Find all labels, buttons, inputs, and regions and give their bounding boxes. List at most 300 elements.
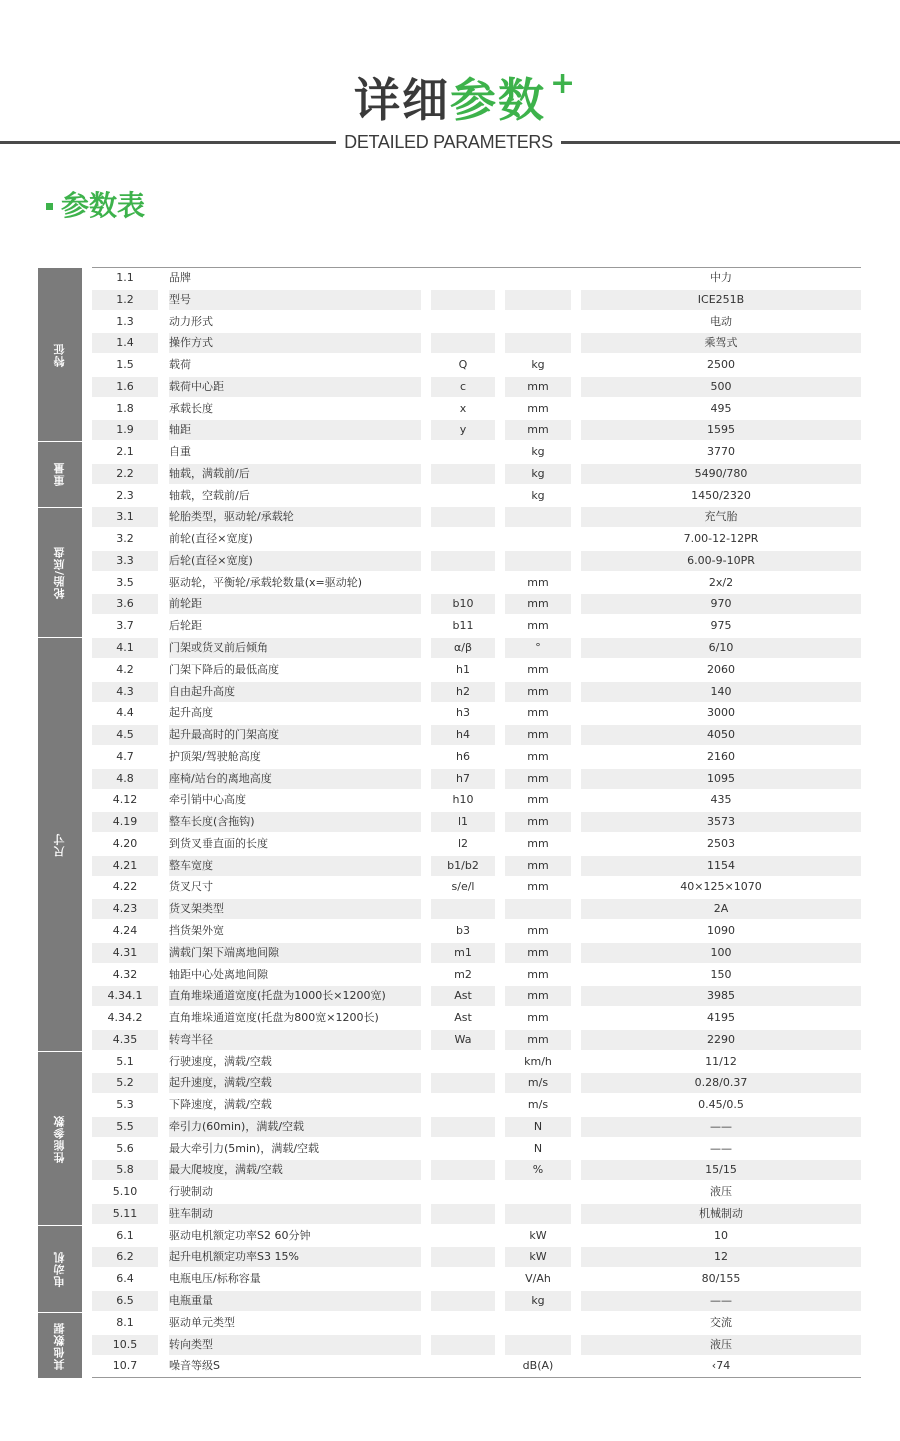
row-unit: mm: [527, 836, 549, 850]
row-name: 动力形式: [169, 314, 213, 328]
row-unit: mm: [527, 575, 549, 589]
row-name: 后轮距: [169, 619, 202, 633]
row-name: 载荷: [169, 358, 191, 372]
row-unit: mm: [527, 662, 549, 676]
row-number: 6.2: [116, 1250, 134, 1264]
row-number: 3.1: [116, 510, 134, 524]
table-row: [92, 1335, 861, 1357]
row-symbol: h6: [456, 749, 470, 763]
table-row: [92, 594, 861, 616]
row-name: 最大爬坡度，满载/空载: [169, 1163, 283, 1177]
row-value: 3573: [707, 815, 735, 829]
row-symbol: y: [459, 423, 467, 437]
row-unit: mm: [527, 1011, 549, 1025]
row-name: 牵引力(60min)，满载/空载: [169, 1119, 305, 1133]
row-unit: [505, 312, 571, 332]
row-symbol: [431, 1160, 495, 1180]
table-row: [92, 747, 861, 769]
row-unit: kg: [531, 488, 545, 502]
row-name: 挡货架外宽: [169, 923, 224, 937]
row-number: 5.11: [112, 1206, 138, 1220]
row-value: 12: [714, 1250, 728, 1264]
table-row: [92, 1052, 861, 1074]
row-name: 轴距: [169, 423, 191, 437]
square-bullet-icon: [46, 203, 53, 210]
row-value: 11/12: [705, 1054, 737, 1068]
row-value: 2160: [707, 749, 735, 763]
row-number: 4.31: [112, 945, 138, 959]
row-value: 495: [710, 401, 732, 415]
row-name: 门架下降后的最低高度: [169, 662, 279, 676]
table-row: [92, 333, 861, 355]
row-value: 2x/2: [708, 575, 734, 589]
row-number: 5.5: [116, 1119, 134, 1133]
row-name: 起升电机额定功率S3 15%: [169, 1250, 299, 1264]
row-symbol: [431, 1226, 495, 1246]
category-block: [38, 638, 82, 1052]
category-block: [38, 1226, 82, 1313]
row-unit: [505, 551, 571, 571]
row-value: 2060: [707, 662, 735, 676]
row-symbol: [431, 1291, 495, 1311]
row-unit: mm: [527, 749, 549, 763]
table-row: [92, 1204, 861, 1226]
table-row: [92, 573, 861, 595]
row-number: 10.5: [112, 1337, 138, 1351]
row-name: 起升速度，满载/空载: [169, 1076, 272, 1090]
row-value: 6/10: [708, 641, 734, 655]
table-row: [92, 1160, 861, 1182]
row-symbol: [431, 1335, 495, 1355]
row-symbol: Ast: [454, 1011, 472, 1025]
row-symbol: [431, 1313, 495, 1333]
row-number: 1.6: [116, 379, 134, 393]
row-name: 自重: [169, 445, 191, 459]
row-name: 起升最高时的门架高度: [169, 728, 279, 742]
row-name: 轴载，满载前/后: [169, 466, 250, 480]
table-row: [92, 1269, 861, 1291]
row-unit: %: [532, 1163, 544, 1177]
row-unit: m/s: [527, 1098, 549, 1112]
row-number: 2.1: [116, 445, 134, 459]
category-label: 性能参数: [53, 1114, 66, 1163]
row-value: 1090: [707, 923, 735, 937]
plus-icon: +: [550, 66, 576, 101]
category-block: [38, 1052, 82, 1226]
row-name: 满载门架下端离地间隙: [169, 945, 279, 959]
row-number: 1.5: [116, 358, 134, 372]
row-symbol: h7: [456, 771, 470, 785]
table-row: [92, 377, 861, 399]
row-name: 到货叉垂直面的长度: [169, 836, 268, 850]
row-symbol: h1: [456, 662, 470, 676]
row-number: 4.8: [116, 771, 134, 785]
row-number: 5.3: [116, 1098, 134, 1112]
table-row: [92, 790, 861, 812]
table-row: [92, 1182, 861, 1204]
row-name: 操作方式: [169, 336, 213, 350]
row-symbol: s/e/l: [451, 880, 475, 894]
category-label: 尺寸: [53, 832, 66, 857]
row-value: 3770: [707, 445, 735, 459]
row-number: 4.4: [116, 706, 134, 720]
row-number: 1.2: [116, 292, 134, 306]
row-value: 2500: [707, 358, 735, 372]
row-symbol: [431, 312, 495, 332]
category-label: 重量: [53, 462, 66, 487]
row-symbol: [431, 1247, 495, 1267]
row-name: 前轮距: [169, 597, 202, 611]
row-name: 行驶制动: [169, 1185, 213, 1199]
table-row: [92, 1095, 861, 1117]
title-green-part: 参数: [450, 73, 546, 127]
table-row: [92, 1073, 861, 1095]
table-row: [92, 725, 861, 747]
row-number: 2.2: [116, 466, 134, 480]
row-name: 轴距中心处离地间隙: [169, 967, 268, 981]
table-row: [92, 965, 861, 987]
row-symbol: [431, 1356, 495, 1376]
row-name: 轮胎类型，驱动轮/承载轮: [169, 510, 294, 524]
row-number: 4.12: [112, 793, 138, 807]
row-value: ——: [710, 1119, 732, 1133]
row-number: 4.20: [112, 836, 138, 850]
row-name: 门架或货叉前后倾角: [169, 641, 268, 655]
row-number: 5.6: [116, 1141, 134, 1155]
table-row: [92, 290, 861, 312]
row-unit: [505, 1204, 571, 1224]
table-row: [92, 1008, 861, 1030]
row-value: 15/15: [705, 1163, 737, 1177]
row-name: 座椅/站台的离地高度: [169, 771, 272, 785]
row-value: 970: [710, 597, 732, 611]
row-number: 3.6: [116, 597, 134, 611]
row-value: 液压: [710, 1337, 732, 1351]
row-symbol: Ast: [454, 989, 472, 1003]
table-row: [92, 1117, 861, 1139]
row-name: 噪音等级S: [169, 1359, 220, 1373]
row-number: 4.1: [116, 641, 134, 655]
row-number: 4.3: [116, 684, 134, 698]
row-number: 1.4: [116, 336, 134, 350]
row-value: 液压: [710, 1185, 732, 1199]
row-value: 0.28/0.37: [694, 1076, 748, 1090]
row-unit: mm: [527, 728, 549, 742]
category-block: [38, 1313, 82, 1378]
row-symbol: [431, 1117, 495, 1137]
row-unit: mm: [527, 684, 549, 698]
row-value: 40×125×1070: [680, 880, 762, 894]
row-unit: mm: [527, 401, 549, 415]
row-symbol: h4: [456, 728, 470, 742]
row-symbol: [431, 1095, 495, 1115]
row-number: 4.7: [116, 749, 134, 763]
table-row: [92, 769, 861, 791]
row-name: 驻车制动: [169, 1206, 213, 1220]
table-row: [92, 464, 861, 486]
section-heading: [46, 184, 145, 224]
row-number: 4.32: [112, 967, 138, 981]
page-header: [0, 62, 900, 162]
row-symbol: l2: [457, 836, 469, 850]
row-symbol: [431, 486, 495, 506]
row-value: 7.00-12-12PR: [683, 532, 759, 546]
row-name: 驱动轮，平衡轮/承载轮数量(x=驱动轮): [169, 575, 363, 589]
row-unit: mm: [527, 858, 549, 872]
row-number: 3.5: [116, 575, 134, 589]
table-row: [92, 399, 861, 421]
row-symbol: [431, 464, 495, 484]
row-value: ICE251B: [697, 292, 745, 306]
row-name: 行驶速度，满载/空载: [169, 1054, 272, 1068]
row-name: 牵引销中心高度: [169, 793, 246, 807]
row-value: 电动: [710, 314, 732, 328]
row-number: 5.8: [116, 1163, 134, 1177]
table-row: [92, 812, 861, 834]
row-name: 载荷中心距: [169, 379, 224, 393]
row-unit: mm: [527, 423, 549, 437]
row-name: 直角堆垛通道宽度(托盘为800宽×1200长): [169, 1011, 379, 1025]
row-unit: mm: [527, 597, 549, 611]
row-number: 3.3: [116, 553, 134, 567]
row-name: 前轮(直径×宽度): [169, 532, 253, 546]
table-row: [92, 986, 861, 1008]
table-row: [92, 877, 861, 899]
row-symbol: [431, 551, 495, 571]
page-title: [0, 72, 900, 128]
row-name: 电瓶重量: [169, 1293, 213, 1307]
row-name: 型号: [169, 292, 191, 306]
row-value: 435: [710, 793, 732, 807]
category-block: [38, 442, 82, 507]
row-symbol: [431, 899, 495, 919]
row-symbol: l1: [457, 815, 469, 829]
row-unit: N: [533, 1119, 543, 1133]
category-block: [38, 268, 82, 442]
row-number: 10.7: [112, 1359, 138, 1373]
row-name: 轴载，空载前/后: [169, 488, 250, 502]
row-value: 6.00-9-10PR: [687, 553, 755, 567]
row-unit: mm: [527, 379, 549, 393]
row-unit: [505, 1335, 571, 1355]
row-unit: dB(A): [522, 1359, 554, 1373]
row-value: 150: [710, 967, 732, 981]
row-name: 驱动单元类型: [169, 1315, 235, 1329]
row-symbol: b1/b2: [447, 858, 479, 872]
table-row: [92, 551, 861, 573]
table-row: [92, 507, 861, 529]
row-name: 最大牵引力(5min)，满载/空载: [169, 1141, 320, 1155]
row-unit: [505, 333, 571, 353]
row-value: 机械制动: [699, 1206, 743, 1220]
row-unit: mm: [527, 923, 549, 937]
table-row: [92, 943, 861, 965]
row-number: 1.8: [116, 401, 134, 415]
row-value: 0.45/0.5: [698, 1098, 744, 1112]
row-number: 4.5: [116, 728, 134, 742]
row-number: 4.35: [112, 1032, 138, 1046]
row-number: 5.2: [116, 1076, 134, 1090]
category-label: 其他数据: [53, 1321, 66, 1370]
row-unit: mm: [527, 815, 549, 829]
table-bottom-rule: [92, 1377, 861, 1378]
row-symbol: h3: [456, 706, 470, 720]
table-row: [92, 1356, 861, 1378]
table-row: [92, 660, 861, 682]
row-unit: m/s: [527, 1076, 549, 1090]
row-symbol: h2: [456, 684, 470, 698]
row-number: 1.1: [116, 271, 134, 284]
row-number: 5.1: [116, 1054, 134, 1068]
row-name: 整车长度(含拖钩): [169, 815, 255, 829]
row-value: 1450/2320: [691, 488, 751, 502]
category-block: [38, 508, 82, 639]
row-symbol: b11: [452, 619, 474, 633]
row-value: 3000: [707, 706, 735, 720]
row-value: 100: [710, 945, 732, 959]
row-unit: mm: [527, 1032, 549, 1046]
row-unit: kW: [529, 1250, 547, 1264]
row-symbol: Wa: [454, 1032, 472, 1046]
row-number: 4.34.2: [107, 1011, 143, 1025]
row-unit: mm: [527, 945, 549, 959]
row-name: 货叉尺寸: [169, 880, 213, 894]
row-unit: kg: [531, 1293, 545, 1307]
table-row: [92, 1139, 861, 1161]
row-name: 品牌: [169, 271, 191, 284]
table-row: [92, 899, 861, 921]
row-value: 500: [710, 379, 732, 393]
row-symbol: h10: [452, 793, 474, 807]
row-name: 起升高度: [169, 706, 213, 720]
row-unit: kW: [529, 1228, 547, 1242]
row-name: 整车宽度: [169, 858, 213, 872]
row-symbol: m1: [454, 945, 472, 959]
category-column: [38, 268, 82, 1379]
row-value: 2290: [707, 1032, 735, 1046]
row-unit: [505, 529, 571, 549]
table-row: [92, 268, 861, 290]
row-name: 转弯半径: [169, 1032, 213, 1046]
row-symbol: x: [459, 401, 467, 415]
row-unit: [505, 290, 571, 310]
row-name: 后轮(直径×宽度): [169, 553, 253, 567]
row-symbol: [431, 529, 495, 549]
row-unit: km/h: [524, 1054, 552, 1068]
row-number: 4.24: [112, 923, 138, 937]
row-name: 电瓶电压/标称容量: [169, 1272, 261, 1286]
parameter-table: [38, 267, 861, 1378]
table-row: [92, 486, 861, 508]
table-row: [92, 1313, 861, 1335]
row-unit: °: [535, 641, 541, 655]
row-value: ——: [710, 1293, 732, 1307]
row-number: 8.1: [116, 1315, 134, 1329]
row-symbol: [431, 1204, 495, 1224]
row-symbol: [431, 1139, 495, 1159]
row-number: 3.7: [116, 619, 134, 633]
row-unit: V/Ah: [525, 1272, 551, 1286]
row-name: 货叉架类型: [169, 902, 224, 916]
category-label: 电动机: [53, 1251, 66, 1288]
row-value: ‹74: [711, 1359, 731, 1373]
row-name: 直角堆垛通道宽度(托盘为1000长×1200宽): [169, 989, 386, 1003]
row-number: 4.22: [112, 880, 138, 894]
row-value: ——: [710, 1141, 732, 1155]
table-row: [92, 312, 861, 334]
divider-right: [561, 141, 900, 144]
row-name: 转向类型: [169, 1337, 213, 1351]
row-symbol: b10: [452, 597, 474, 611]
row-symbol: [431, 1269, 495, 1289]
table-row: [92, 529, 861, 551]
row-number: 4.2: [116, 662, 134, 676]
row-unit: [505, 1313, 571, 1333]
page-subtitle: DETAILED PARAMETERS: [344, 132, 553, 152]
row-value: 充气胎: [704, 510, 738, 524]
table-row: [92, 1247, 861, 1269]
table-row: [92, 1291, 861, 1313]
row-value: 3985: [707, 989, 735, 1003]
row-symbol: [431, 268, 495, 288]
row-number: 4.34.1: [107, 989, 143, 1003]
row-symbol: [431, 442, 495, 462]
table-row: [92, 1226, 861, 1248]
table-row: [92, 420, 861, 442]
table-row: [92, 682, 861, 704]
row-unit: [505, 268, 571, 288]
row-value: 乘驾式: [704, 336, 738, 350]
row-symbol: m2: [454, 967, 472, 981]
row-number: 6.4: [116, 1272, 134, 1286]
row-value: 1595: [707, 423, 735, 437]
row-number: 3.2: [116, 532, 134, 546]
row-value: 80/155: [701, 1272, 741, 1286]
row-value: 1095: [707, 771, 735, 785]
row-symbol: [431, 1182, 495, 1202]
table-row: [92, 638, 861, 660]
table-row: [92, 616, 861, 638]
title-dark-part: 详细: [354, 73, 450, 127]
table-row: [92, 703, 861, 725]
row-symbol: b3: [456, 923, 470, 937]
row-name: 护顶架/驾驶舱高度: [169, 749, 261, 763]
row-number: 6.5: [116, 1293, 134, 1307]
row-unit: kg: [531, 445, 545, 459]
row-symbol: [431, 1052, 495, 1072]
row-number: 4.23: [112, 902, 138, 916]
row-name: 承载长度: [169, 401, 213, 415]
row-value: 4050: [707, 728, 735, 742]
row-value: 2A: [713, 902, 729, 916]
row-value: 1154: [707, 858, 735, 872]
row-unit: [505, 899, 571, 919]
row-unit: mm: [527, 771, 549, 785]
category-label: 特征: [53, 342, 66, 367]
row-unit: mm: [527, 880, 549, 894]
table-row: [92, 442, 861, 464]
section-label: 参数表: [61, 189, 146, 222]
row-number: 2.3: [116, 488, 134, 502]
row-symbol: [431, 333, 495, 353]
row-number: 5.10: [112, 1185, 138, 1199]
category-label: 轮胎/底盘: [53, 545, 66, 599]
row-value: 2503: [707, 836, 735, 850]
row-unit: mm: [527, 989, 549, 1003]
row-unit: [505, 507, 571, 527]
row-symbol: c: [459, 379, 467, 393]
row-number: 1.9: [116, 423, 134, 437]
